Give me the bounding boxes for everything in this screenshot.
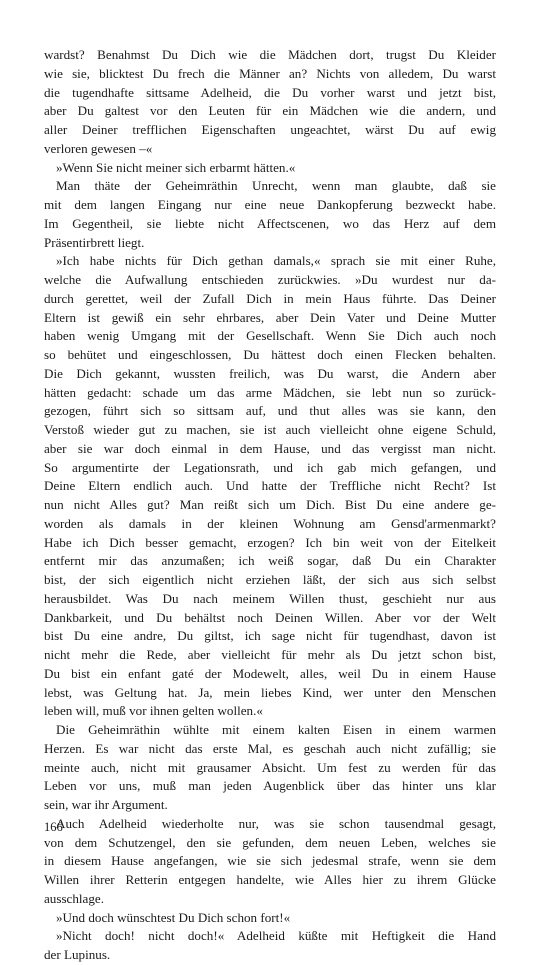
- text-line: aber sie war doch einmal in dem Hause, und das vergisst man nicht.: [44, 440, 496, 456]
- text-line: Im Gegentheil, sie liebte nicht Affectscenen, wo das Herz auf dem: [44, 215, 496, 231]
- text-line: in diesem Hause angefangen, wie sie sich jedesmal strafe, wenn sie dem: [44, 853, 496, 869]
- text-line: »Nicht doch! nicht doch!« Adelheid küßte mit Heftigkeit die Hand: [56, 928, 496, 944]
- text-line: die tugendhafte sittsame Adelheid, die Du vorher warst und jetzt bist,: [44, 84, 496, 100]
- text-line: Herzen. Es war nicht das erste Mal, es geschah auch nicht zufällig; sie: [44, 740, 496, 756]
- text-line: Du bist ein enfant gaté der Modewelt, alles, weil Du in einem Hause: [44, 665, 496, 681]
- text-line: Willen ihrer Retterin entgegen handelte, wie Alles hier zu ihrem Glücke: [44, 872, 496, 887]
- text-line: lebst, was Geltung hat. Ja, mein liebes Kind, wer unter den Menschen: [44, 684, 496, 700]
- text-line: »Wenn Sie nicht meiner sich erbarmt hätten.«: [56, 159, 296, 175]
- text-line: Die Dich gekannt, wussten freilich, was Du warst, die Andern aber: [44, 365, 496, 381]
- text-line: verloren gewesen –«: [44, 140, 153, 156]
- text-line: wie sie, blicktest Du frech die Männer an? Nichts von alledem, Du warst: [44, 65, 496, 81]
- text-line: herausbildet. Was Du nach meinem Willen thust, geschieht nur aus: [44, 590, 496, 606]
- text-line: so behütet und eingeschlossen, Du hättest doch einen Flecken behalten.: [44, 347, 496, 362]
- text-line: Verstoß wieder gut zu machen, sie ist auch vielleicht ohne eigene Schuld,: [44, 422, 496, 437]
- text-line: durch gerettet, weil der Zufall Dich in mein Haus führte. Das Deiner: [44, 290, 496, 306]
- text-line: Die Geheimräthin wühlte mit einem kalten Eisen in einem warmen: [56, 722, 496, 737]
- text-line: So argumentirte der Legationsrath, und ich gab mich gefangen, und: [44, 459, 496, 475]
- text-line: Eltern ist gewiß ein sehr ehrbares, aber Dein Vater und Deine Mutter: [44, 309, 496, 325]
- text-line: meinte auch, nicht mit grausamer Absicht. Um fest zu werden für das: [44, 759, 496, 775]
- text-line: entfernt mir das anzumaßen; ich weiß sogar, daß Du ein Charakter: [44, 553, 496, 569]
- text-line: von dem Schutzengel, den sie gefunden, dem neuen Leben, welches sie: [44, 834, 496, 850]
- text-line: Dankbarkeit, und Du behältst noch Deinen Willen. Aber vor der Welt: [44, 609, 496, 625]
- text-line: leben will, muß vor ihnen gelten wollen.«: [44, 703, 263, 719]
- text-line: hätten gedacht: schade um das arme Mädchen, sie lebt nun so zurück-: [44, 384, 496, 400]
- text-line: haben wenig Umgang mit der Gesellschaft. Wenn Sie Dich auch noch: [44, 328, 496, 344]
- text-line: nun nicht Alles gut? Man reißt sich um Dich. Bist Du eine andere ge-: [44, 497, 496, 512]
- text-line: Man thäte der Geheimräthin Unrecht, wenn man glaubte, daß sie: [56, 178, 496, 194]
- text-line: der Lupinus.: [44, 947, 111, 962]
- text-line: gezogen, führt sich so sittsam auf, und thut alles was sie kann, den: [44, 403, 496, 419]
- text-line: bist, der sich eigentlich nicht erziehen läßt, der sich aus sich selbst: [44, 572, 496, 587]
- text-line: Deine Eltern endlich auch. Und hatte der Treffliche nicht Recht? Ist: [44, 478, 496, 494]
- body-text: [44, 46, 496, 965]
- text-line: bist Du eine andre, Du giltst, ich sage nicht für tugendhast, davon ist: [44, 628, 496, 644]
- text-line: wardst? Benahmst Du Dich wie die Mädchen dort, trugst Du Kleider: [44, 47, 496, 62]
- text-line: nicht mehr die Rede, aber vielleicht für mehr als Du jetzt schon bist,: [44, 647, 496, 662]
- text-line: Präsentirbrett liegt.: [44, 234, 145, 250]
- page-number: 166: [44, 820, 63, 834]
- text-line: aller Deiner trefflichen Eigenschaften ungeachtet, wärst Du auf ewig: [44, 122, 496, 137]
- text-line: »Ich habe nichts für Dich gethan damals,« sprach sie mit einer Ruhe,: [56, 253, 496, 269]
- text-line: welche die Aufwallung entschieden zurückwies. »Du wurdest nur da-: [44, 272, 496, 287]
- text-line: Leben vor uns, muß man jeden Augenblick über das hinter uns klar: [44, 778, 496, 794]
- text-line: »Und doch wünschtest Du Dich schon fort!«: [56, 909, 291, 925]
- text-line: Auch Adelheid wiederholte nur, was sie schon tausendmal gesagt,: [56, 815, 496, 831]
- text-line: sein, war ihr Argument.: [44, 797, 168, 812]
- text-line: mit dem langen Eingang nur eine neue Dankopferung bezweckt habe.: [44, 197, 496, 212]
- text-line: worden als damals in der kleinen Wohnung am Gensd'armenmarkt?: [44, 515, 496, 531]
- text-line: aber Du galtest vor den Leuten für ein Mädchen wie die andern, und: [44, 103, 496, 119]
- text-line: Habe ich Dich besser gemacht, erzogen? Ich bin weit von der Eitelkeit: [44, 534, 496, 550]
- text-line: ausschlage.: [44, 890, 104, 906]
